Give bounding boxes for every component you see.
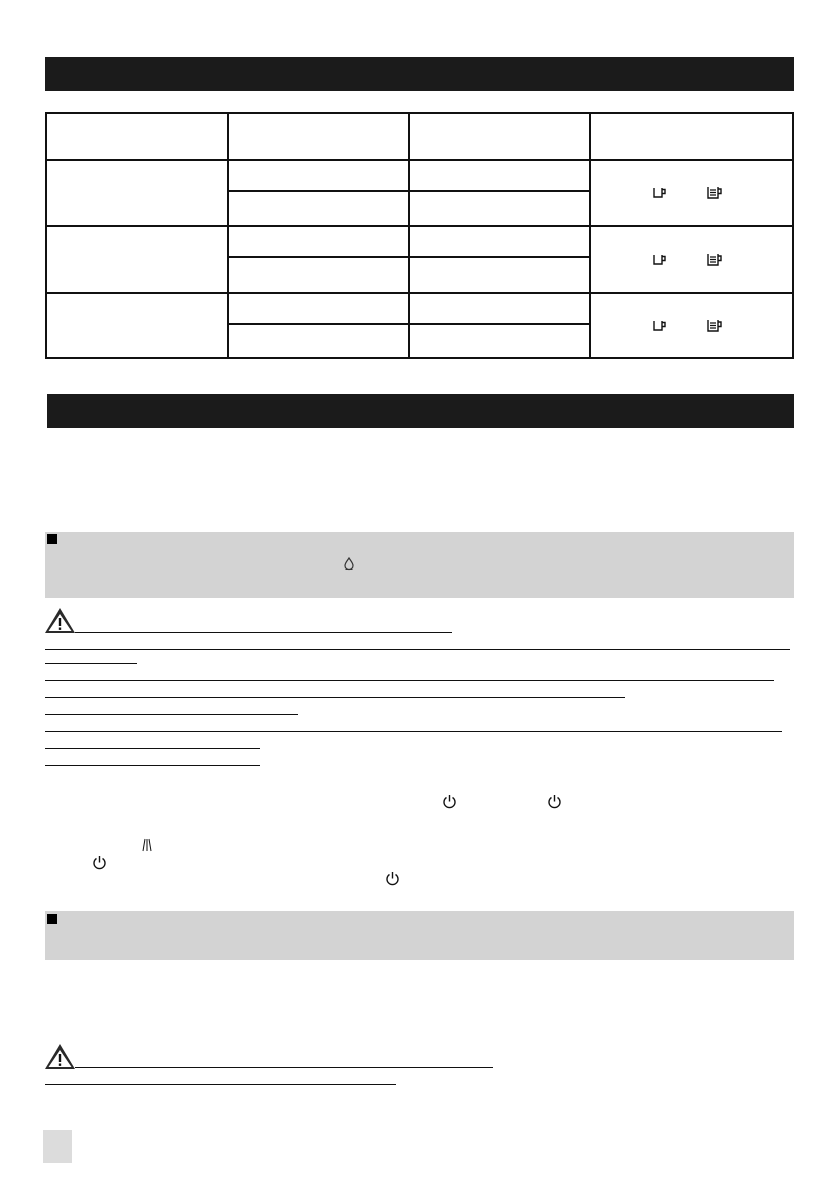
underlined-warning-line	[45, 697, 625, 698]
underlined-warning-line	[45, 649, 790, 650]
cup-small-icon	[653, 320, 667, 332]
table-col-divider	[227, 114, 229, 357]
note-box	[45, 911, 794, 960]
underlined-warning-line	[45, 748, 260, 749]
cup-large-icon	[707, 319, 723, 333]
section-header-bar	[47, 394, 794, 428]
cup-small-icon	[653, 187, 667, 199]
underlined-warning-line	[45, 714, 298, 715]
table-col-divider	[408, 114, 410, 357]
water-drop-icon	[343, 557, 355, 571]
table-subrow-divider	[227, 190, 590, 192]
settings-table	[45, 112, 794, 359]
underlined-warning-line	[75, 632, 452, 633]
cup-large-icon	[707, 186, 723, 200]
steam-icon	[142, 838, 152, 852]
square-bullet-icon	[47, 534, 57, 544]
table-subrow-divider	[227, 256, 590, 258]
underlined-warning-line	[45, 765, 260, 766]
page-number-box	[43, 1130, 72, 1163]
underlined-warning-line	[45, 663, 137, 664]
power-icon	[385, 871, 400, 886]
underlined-warning-line	[45, 1084, 396, 1085]
section-header-bar	[45, 57, 794, 91]
power-icon	[547, 794, 562, 809]
power-icon	[442, 794, 457, 809]
table-col-divider	[589, 114, 591, 357]
note-box	[45, 532, 794, 598]
table-row-divider	[47, 292, 792, 294]
power-icon	[92, 855, 107, 870]
warning-triangle-icon	[44, 1043, 76, 1070]
warning-triangle-icon	[44, 607, 76, 634]
underlined-warning-line	[75, 1067, 493, 1068]
underlined-warning-line	[45, 731, 782, 732]
table-row-divider	[47, 159, 792, 161]
square-bullet-icon	[47, 914, 57, 924]
cup-large-icon	[707, 253, 723, 267]
table-subrow-divider	[227, 323, 590, 325]
cup-small-icon	[653, 254, 667, 266]
table-row-divider	[47, 225, 792, 227]
underlined-warning-line	[45, 680, 774, 681]
